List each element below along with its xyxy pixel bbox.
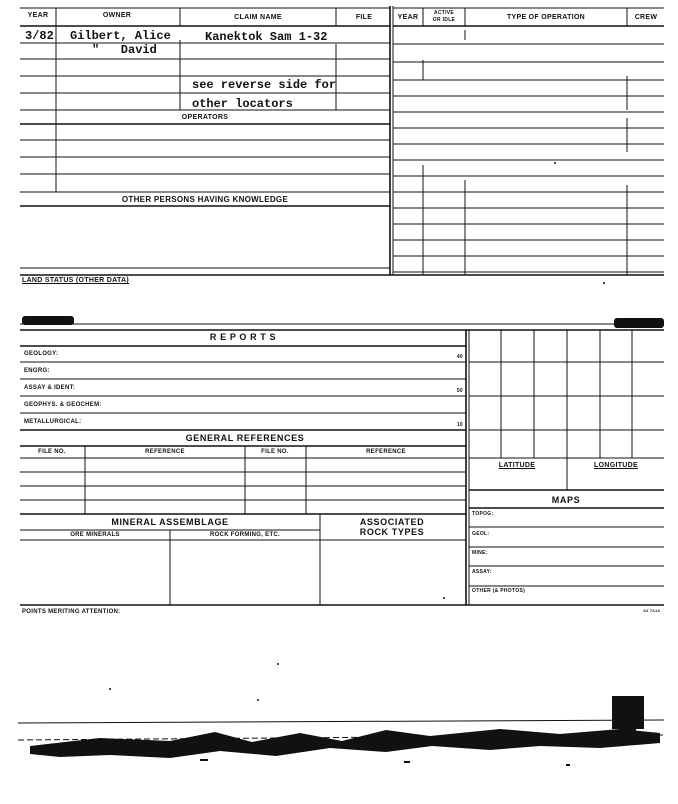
- owner-year-header: YEAR: [27, 12, 49, 19]
- report-metallurgical: METALLURGICAL:: [24, 419, 82, 425]
- report-number-geophys: 50: [456, 388, 463, 394]
- report-geology: GEOLOGY:: [24, 351, 59, 357]
- knowledge-title: OTHER PERSONS HAVING KNOWLEDGE: [121, 195, 289, 204]
- map-assay: ASSAY:: [472, 569, 492, 575]
- rock-types-label: ROCK TYPES: [359, 527, 425, 537]
- land-status-label: LAND STATUS (OTHER DATA): [22, 277, 130, 284]
- latitude-label: LATITUDE: [498, 462, 536, 469]
- entry-year: 3/82: [25, 29, 54, 43]
- report-geophys: GEOPHYS. & GEOCHEM:: [24, 402, 102, 408]
- operators-title: OPERATORS: [181, 114, 229, 121]
- report-engrg: ENGRG:: [24, 368, 50, 374]
- points-meriting-attention: POINTS MERITING ATTENTION:: [22, 609, 121, 615]
- reverse-note-line-2: other locators: [192, 97, 293, 111]
- entry-owner: Gilbert, Alice: [70, 29, 171, 43]
- map-other-photos: OTHER (& PHOTOS): [472, 588, 526, 594]
- ref-reference-1: REFERENCE: [145, 449, 185, 455]
- owner-header: OWNER: [102, 12, 132, 19]
- claim-name-header: CLAIM NAME: [234, 14, 282, 21]
- report-number-geology: 40: [456, 354, 463, 360]
- form-number: 62 7313: [643, 608, 660, 613]
- crew-header: CREW: [634, 14, 658, 21]
- activity-year-header: YEAR: [397, 14, 419, 21]
- rock-forming-label: ROCK FORMING, ETC.: [209, 532, 281, 538]
- map-mine: MINE:: [472, 550, 488, 556]
- reports-title: R E P O R T S: [209, 332, 277, 342]
- idle-header: OR IDLE: [432, 17, 456, 23]
- entry-owner-2: " David: [92, 43, 157, 57]
- mineral-assemblage-title: MINERAL ASSEMBLAGE: [111, 517, 229, 527]
- ref-reference-2: REFERENCE: [366, 449, 406, 455]
- report-assay: ASSAY & IDENT:: [24, 385, 76, 391]
- map-topog: TOPOG:: [472, 511, 494, 517]
- map-geol: GEOL:: [472, 531, 490, 537]
- report-number-metallurgical: 10: [456, 422, 463, 428]
- file-header: FILE: [355, 14, 373, 21]
- ore-minerals-label: ORE MINERALS: [70, 532, 120, 538]
- general-references-title: GENERAL REFERENCES: [185, 433, 305, 443]
- longitude-label: LONGITUDE: [594, 462, 638, 469]
- maps-title: MAPS: [551, 495, 581, 505]
- active-header: ACTIVE: [433, 10, 455, 16]
- ref-file-no-1: FILE NO.: [38, 449, 66, 455]
- associated-label: ASSOCIATED: [359, 517, 425, 527]
- entry-claim: Kanektok Sam 1-32: [205, 30, 328, 44]
- type-of-operation-header: TYPE OF OPERATION: [506, 14, 586, 21]
- ref-file-no-2: FILE NO.: [261, 449, 289, 455]
- reverse-note-line-1: see reverse side for: [192, 78, 337, 92]
